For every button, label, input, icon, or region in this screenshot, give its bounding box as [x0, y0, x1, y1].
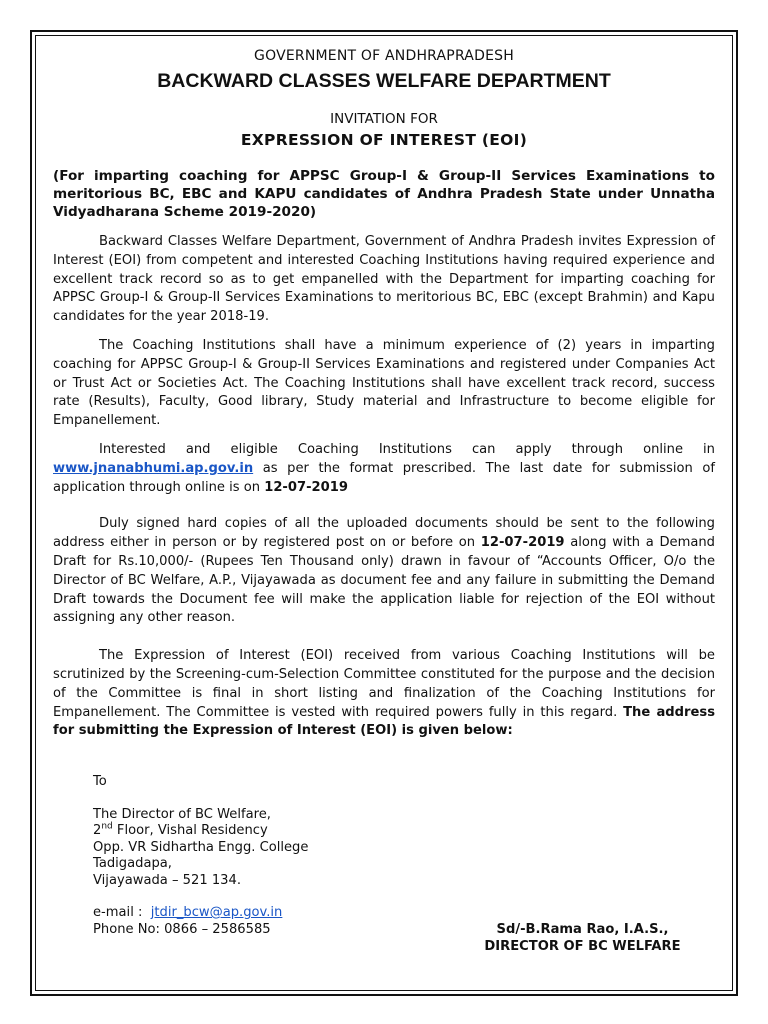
postal-address — [93, 774, 308, 938]
paragraph-eligibility: The Coaching Institutions shall have a minimum experience of (2) years in imparting coaching for APPSC Group-I & Group-II Services Examinations and registered under Companies Act or Trust Act or Societies Act. The Coaching Institutions shall have excellent track record, success rate (Results), Faculty, Good library, Study material and Infrastructure to become eligible for Empanellement. — [53, 337, 715, 429]
signatory-title: DIRECTOR OF BC WELFARE — [484, 938, 681, 954]
address-line — [93, 823, 308, 840]
signatory-name: Sd/-B.Rama Rao, I.A.S., — [496, 922, 669, 937]
eoi-subtitle: (For imparting coaching for APPSC Group-I & Group-II Services Examinations to meritorious BC, EBC and KAPU candidates of Andhra Pradesh State under Unnatha Vidyadharana Scheme 2019-2020) — [53, 168, 715, 220]
government-heading: GOVERNMENT OF ANDHRAPRADESH — [254, 48, 514, 64]
last-date: 12-07-2019 — [264, 479, 348, 495]
jnanabhumi-link[interactable]: www.jnanabhumi.ap.gov.in — [53, 460, 254, 476]
paragraph-text: along with a Demand Draft for Rs.10,000/- (Rupees Ten Thousand only) drawn in favour of “Accounts Officer, O/o the Director of BC Welfare, A.P., Vijayawada as document fee and any failure in submitting the Demand Draft towards the Document fee will make the application liable for rejection of the EOI without assigning any other reason. — [53, 535, 715, 626]
address-line: Tadigadapa, — [93, 856, 172, 871]
paragraph-online-application — [53, 441, 715, 497]
paragraph-text: The Expression of Interest (EOI) received from various Coaching Institutions will be scrutinized by the Screening-cum-Selection Committee constituted for the purpose and the decision of the Committee is final in short listing and finalization of the Coaching Institutions for Empanellement. The Committee is vested with required powers fully in this regard. — [53, 648, 715, 720]
email-line — [93, 905, 308, 922]
address-line: Opp. VR Sidhartha Engg. College — [93, 839, 309, 855]
paragraph-text: as per the format prescribed. The last date for submission of application through online is on — [53, 460, 715, 495]
email-label: e-mail : — [93, 905, 151, 920]
floor-text: Floor, Vishal Residency — [112, 823, 268, 838]
paragraph-scrutiny — [53, 647, 715, 741]
paragraph-text: Duly signed hard copies of all the uploaded documents should be sent to the following address either in person or by registered post on or before on — [53, 516, 715, 551]
email-link[interactable]: jtdir_bcw@ap.gov.in — [150, 905, 283, 920]
address-line: Vijayawada – 521 134. — [93, 872, 241, 888]
address-spacer — [93, 889, 308, 905]
department-heading: BACKWARD CLASSES WELFARE DEPARTMENT — [157, 70, 611, 92]
paragraph-invitation: Backward Classes Welfare Department, Government of Andhra Pradesh invites Expression of Interest (EOI) from competent and interested Coaching Institutions having required experience and excellent track record so as to get empanelled with the Department for imparting coaching for APPSC Group-I & Group-II Services Examinations to meritorious BC, EBC (except Brahmin) and Kapu candidates for the year 2018-19. — [53, 234, 715, 325]
floor-suffix: nd — [101, 821, 113, 832]
hard-copy-date: 12-07-2019 — [480, 535, 565, 551]
address-to: To — [93, 774, 107, 789]
address-intro: The address for submitting the Expression of Interest (EOI) is given below: — [53, 704, 715, 739]
invitation-heading: INVITATION FOR — [330, 111, 438, 127]
address-line: The Director of BC Welfare, — [93, 806, 271, 822]
signature-block — [470, 922, 695, 955]
address-spacer — [93, 791, 308, 807]
paragraph-hard-copies — [53, 515, 715, 628]
eoi-title: EXPRESSION OF INTEREST (EOI) — [240, 131, 528, 149]
paragraph-text: Interested and eligible Coaching Institutions can apply through online in — [99, 441, 715, 457]
floor-number: 2 — [93, 823, 102, 838]
notice-body — [53, 46, 715, 741]
phone-line: Phone No: 0866 – 2586585 — [93, 921, 271, 937]
